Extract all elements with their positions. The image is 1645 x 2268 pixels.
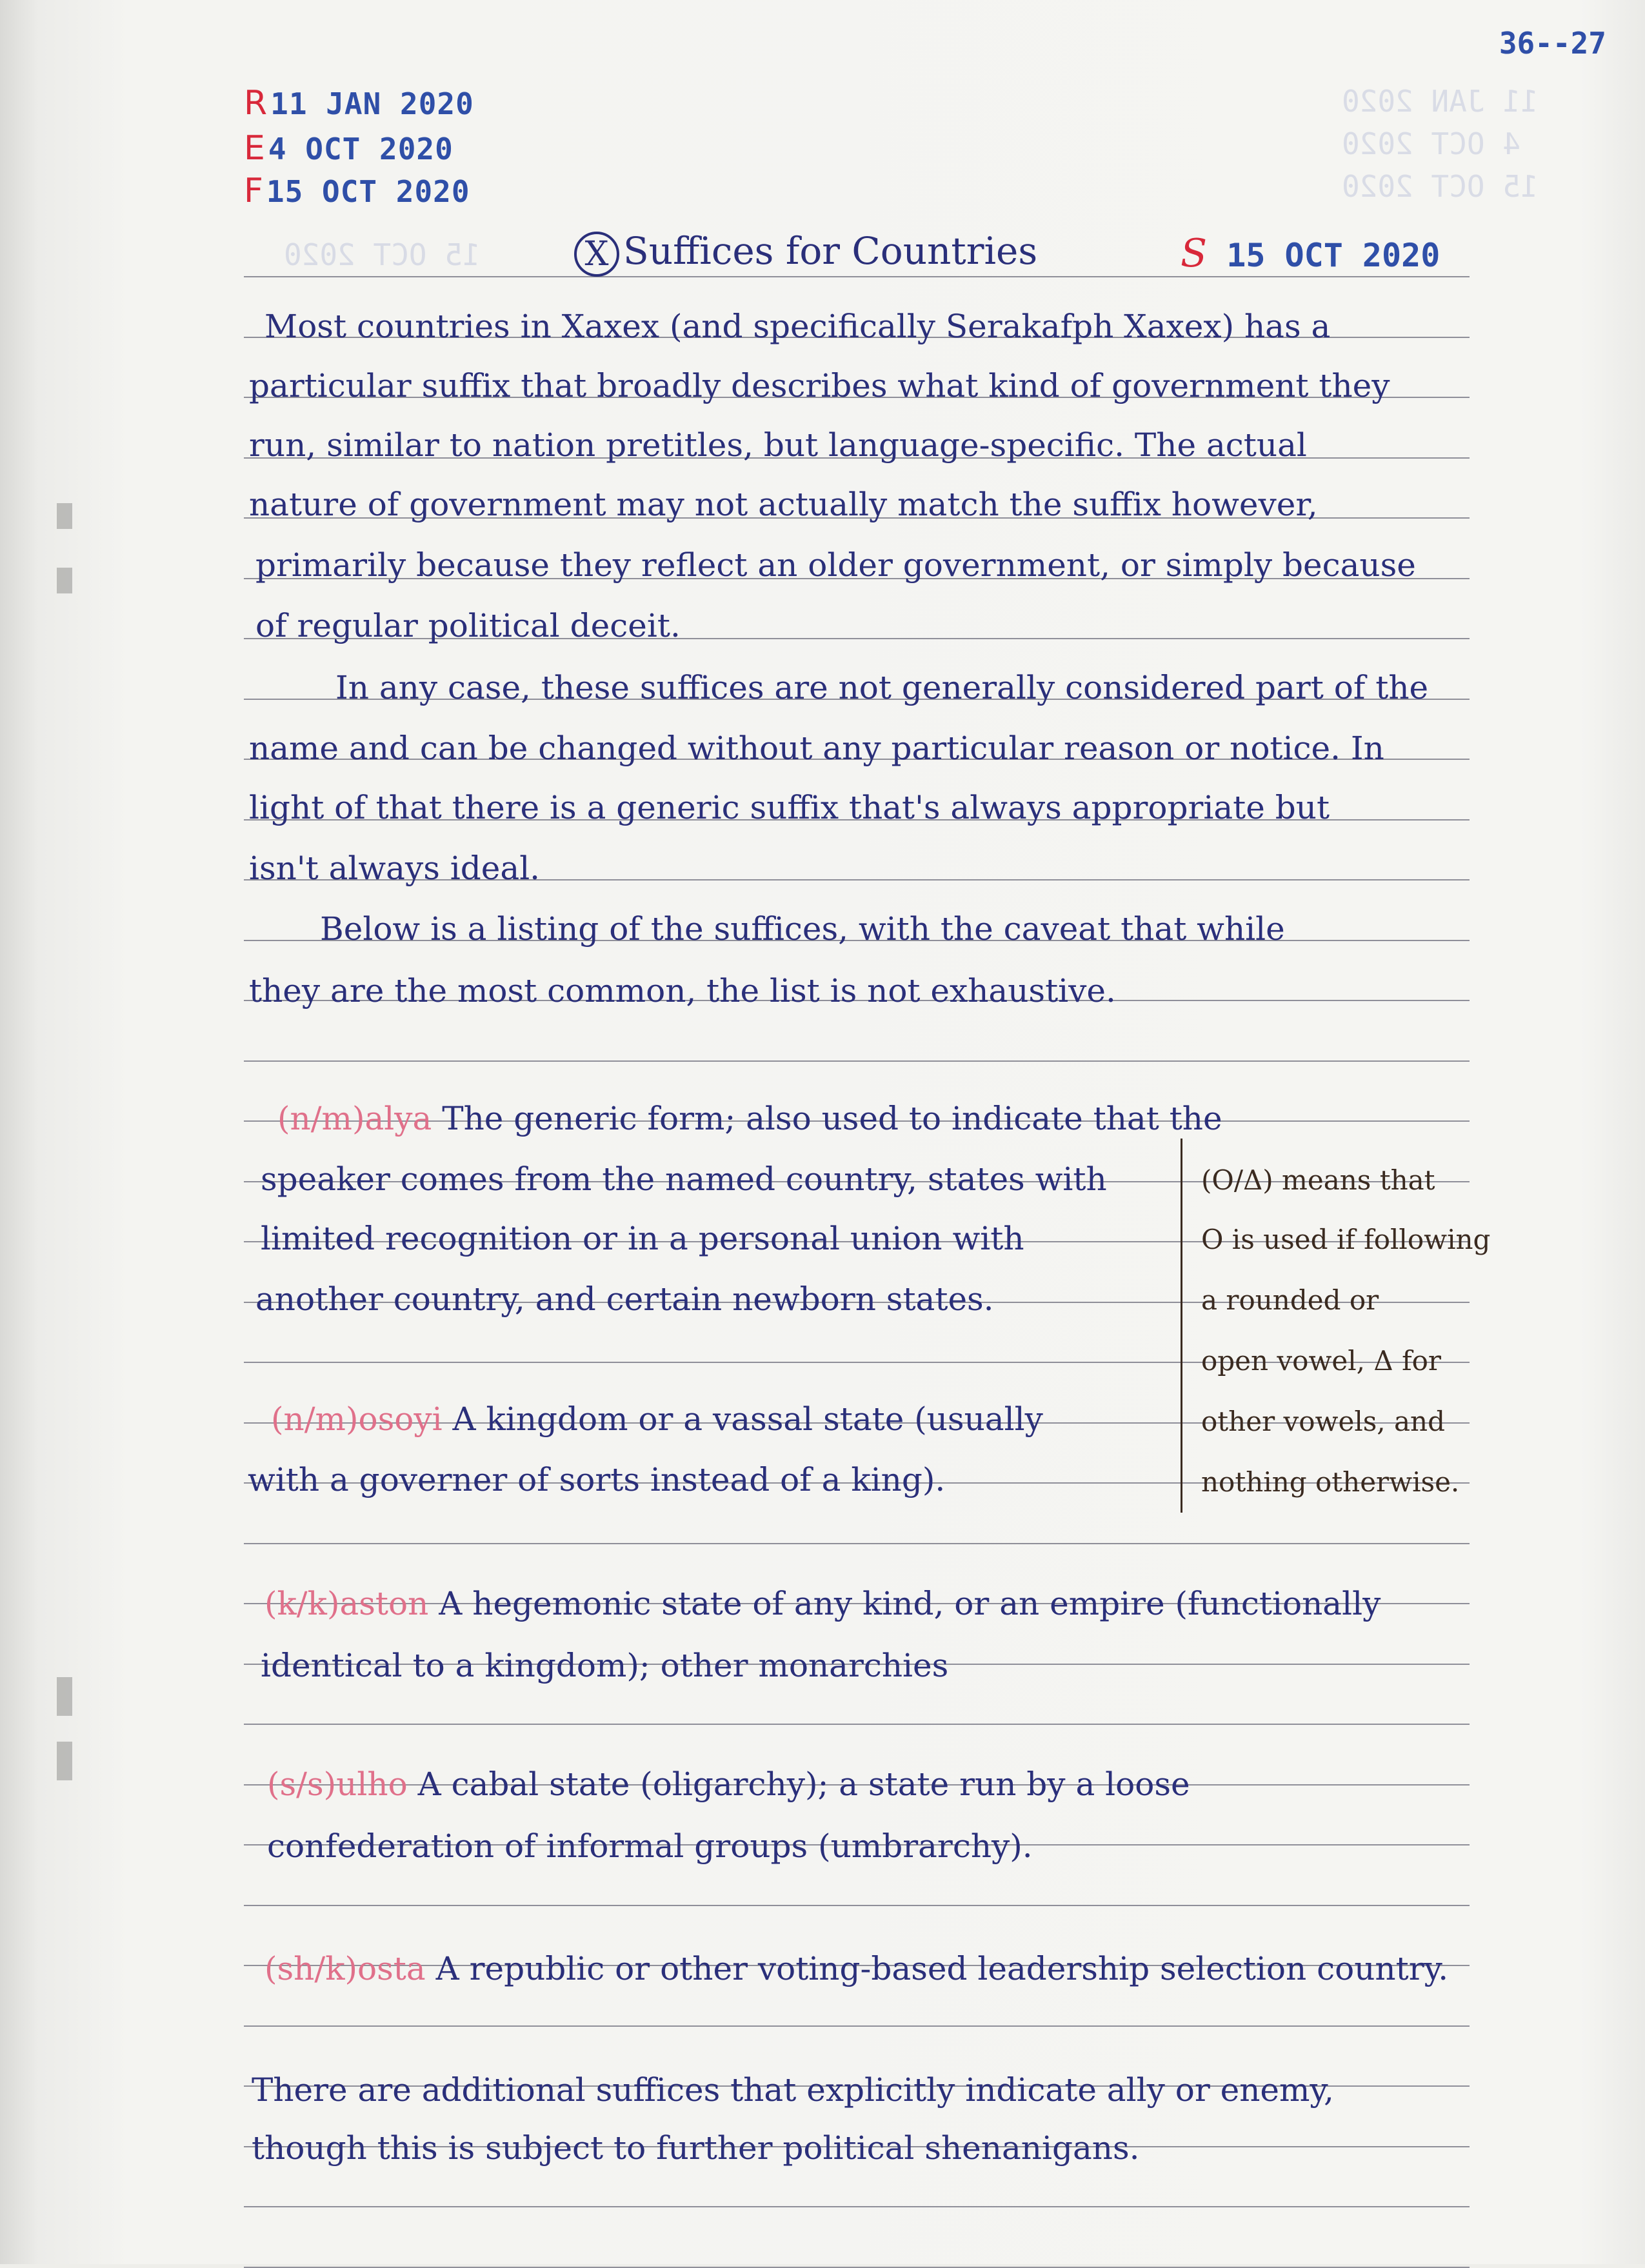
paragraph-3-line: Below is a listing of the suffices, with the caveat that while (320, 910, 1285, 948)
paragraph-2-line: isn't always ideal. (249, 850, 541, 887)
ruled-line (244, 2206, 1470, 2207)
paragraph-1-line: primarily because they reflect an older government, or simply because (255, 546, 1416, 584)
closing-line: There are additional suffices that explicitly indicate ally or enemy, (252, 2071, 1334, 2109)
paragraph-1-line: Most countries in Xaxex (and specifically Serakafph Xaxex) has a (264, 308, 1331, 345)
suffix-description-line: speaker comes from the named country, states with (261, 1160, 1107, 1198)
ruled-line (244, 1060, 1470, 1062)
suffix-description-line: identical to a kingdom); other monarchies (261, 1647, 949, 1684)
suffix-description-line: confederation of informal groups (umbrarchy). (267, 1827, 1033, 1865)
suffix-entry-aston (264, 1584, 1381, 1623)
ruled-line (244, 1905, 1470, 1906)
paragraph-1-line: of regular political deceit. (255, 607, 681, 644)
paragraph-3-line: they are the most common, the list is not exhaustive. (249, 972, 1116, 1010)
ruled-line (244, 1543, 1470, 1544)
side-note-line: open vowel, Δ for (1201, 1345, 1441, 1377)
bleed-through-stamp: 4 OCT 2020 (1342, 126, 1520, 161)
paragraph-2-line: In any case, these suffices are not generally considered part of the (335, 669, 1429, 706)
ruled-line (244, 1724, 1470, 1725)
paragraph-2-line: name and can be changed without any particular reason or notice. In (249, 730, 1384, 767)
bleed-through-stamp: 11 JAN 2020 (1342, 84, 1539, 119)
paragraph-1-line: nature of government may not actually match the suffix however, (249, 486, 1318, 523)
side-note-line: O is used if following (1201, 1224, 1491, 1255)
suffix-description: The generic form; also used to indicate that the (442, 1100, 1222, 1137)
bleed-through-stamp: 15 OCT 2020 (1342, 169, 1539, 204)
side-note-line: other vowels, and (1201, 1406, 1445, 1437)
suffix-entry-alya (277, 1099, 1222, 1138)
suffix-description: A cabal state (oligarchy); a state run by a loose (417, 1766, 1190, 1803)
binder-hole (57, 1742, 72, 1780)
suffix-form: (s/s)ulho (267, 1766, 408, 1803)
side-note-line: nothing otherwise. (1201, 1466, 1460, 1498)
suffix-description: A republic or other voting-based leadership selection country. (435, 1950, 1449, 1987)
ruled-line (244, 2267, 1470, 2268)
suffix-form: (sh/k)osta (264, 1950, 426, 1987)
ref-stamp-line-3: F15 OCT 2020 (244, 172, 470, 210)
suffix-form: (n/m)alya (277, 1100, 432, 1137)
suffix-description-line: limited recognition or in a personal union with (261, 1220, 1024, 1257)
binder-hole (57, 1677, 72, 1716)
ruled-line (244, 2025, 1470, 2027)
suffix-form: (n/m)osoyi (271, 1400, 443, 1438)
side-note-divider (1181, 1139, 1182, 1513)
binder-hole (57, 503, 72, 529)
suffix-description-line: with a governer of sorts instead of a king). (248, 1461, 946, 1498)
suffix-description: A hegemonic state of any kind, or an empire (functionally (439, 1585, 1381, 1622)
paragraph-2-line: light of that there is a generic suffix that's always appropriate but (249, 789, 1330, 826)
page-title: X Suffices for Countries (574, 229, 1037, 277)
suffix-description-line: another country, and certain newborn states. (255, 1280, 994, 1318)
paragraph-1-line: particular suffix that broadly describes what kind of government they (249, 367, 1390, 404)
binder-hole (57, 568, 72, 593)
side-note-line: a rounded or (1201, 1284, 1379, 1316)
ref-stamp-line-2: E4 OCT 2020 (244, 129, 454, 168)
suffix-entry-osoyi (271, 1400, 1043, 1438)
closing-line: though this is subject to further political shenanigans. (252, 2129, 1140, 2167)
suffix-entry-osta (264, 1949, 1448, 1988)
bleed-through-stamp: 15 OCT 2020 (284, 237, 481, 272)
ref-stamp-line-1: R11 JAN 2020 (244, 84, 474, 123)
s-date-stamp: S 15 OCT 2020 (1181, 231, 1441, 276)
paragraph-1-line: run, similar to nation pretitles, but language-specific. The actual (249, 426, 1307, 464)
suffix-description: A kingdom or a vassal state (usually (452, 1400, 1043, 1438)
suffix-entry-ulho (267, 1765, 1190, 1804)
title-mark-circle-x: X (574, 232, 619, 277)
suffix-form: (k/k)aston (264, 1585, 429, 1622)
page-number: 36--27 (1499, 26, 1606, 61)
side-note-line: (O/Δ) means that (1201, 1164, 1435, 1196)
